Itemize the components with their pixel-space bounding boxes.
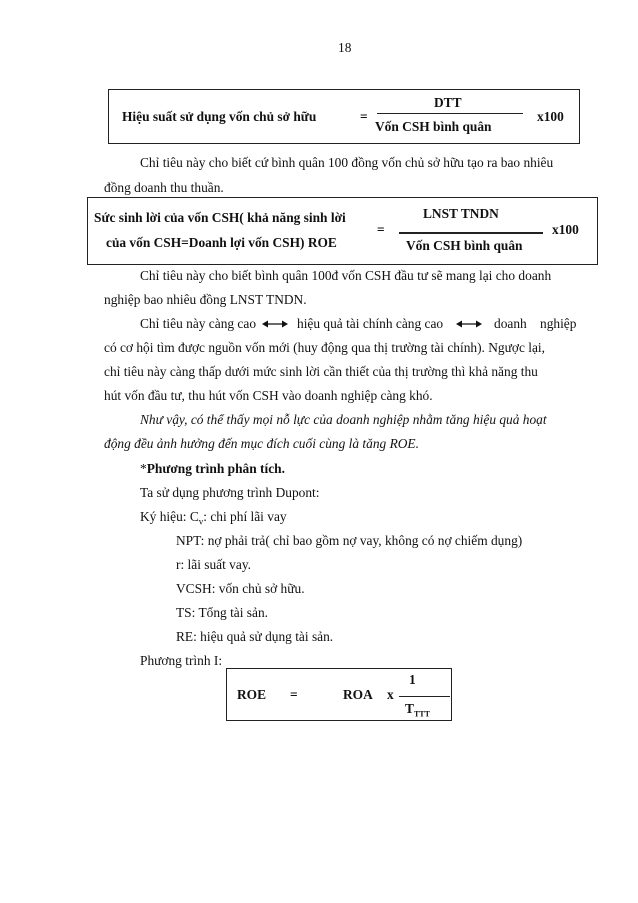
bullet-asterisk: *: [140, 461, 147, 476]
formula3-lhs: ROE: [237, 687, 267, 702]
formula3-denominator-base: T: [405, 701, 414, 716]
notation-item: VCSH: vốn chủ sở hữu.: [176, 581, 305, 596]
formula1-denominator: Vốn CSH bình quân: [375, 119, 492, 134]
para3-line2: có cơ hội tìm được nguồn vốn mới (huy động qua thị trường tài chính). Ngược lại,: [104, 340, 545, 355]
formula1-fraction-bar: [377, 113, 523, 114]
notation-first: [140, 509, 287, 530]
para3-part3: doanh: [494, 316, 527, 331]
formula3-denominator-sub: TTT: [413, 709, 430, 719]
notation-rest: : chi phí lãi vay: [203, 509, 287, 524]
notation-item: RE: hiệu quả sử dụng tài sản.: [176, 629, 334, 644]
formula3-fraction-bar: [399, 696, 450, 697]
formula-box-roe: [87, 197, 598, 265]
formula2-denominator: Vốn CSH bình quân: [406, 238, 523, 253]
formula1-equals: =: [360, 109, 368, 124]
dupont-intro: Ta sử dụng phương trình Dupont:: [140, 485, 320, 500]
formula3-roa: ROA: [343, 687, 373, 702]
para3-part2: hiệu quả tài chính càng cao: [297, 316, 444, 331]
para3-line3: chỉ tiêu này càng thấp dưới mức sinh lời cần thiết của thị trường thì khả năng thu: [104, 364, 538, 379]
notation-sub: v: [198, 516, 204, 527]
page-number: 18: [338, 40, 352, 55]
formula3-times: x: [387, 687, 394, 702]
para1-line1: Chỉ tiêu này cho biết cứ bình quân 100 đồng vốn chủ sở hữu tạo ra bao nhiêu: [140, 155, 554, 170]
formula2-label-line2: của vốn CSH=Doanh lợi vốn CSH) ROE: [106, 235, 337, 250]
formula1-label: Hiệu suất sử dụng vốn chủ sở hữu: [122, 109, 317, 124]
formula1-multiplier: x100: [537, 109, 564, 124]
para3-part4: nghiệp: [540, 316, 577, 331]
heading-text: Phương trình phân tích.: [146, 461, 285, 476]
para3-line4: hút vốn đầu tư, thu hút vốn CSH vào doanh nghiệp càng khó.: [104, 388, 433, 403]
formula2-label-line1: Sức sinh lời của vốn CSH( khả năng sinh lời: [94, 210, 346, 225]
double-arrow-icon: [456, 319, 482, 329]
formula2-fraction-bar: [399, 232, 543, 234]
formula1-numerator: DTT: [434, 95, 462, 110]
formula-box-efficiency: [108, 89, 580, 144]
notation-item: TS: Tổng tài sản.: [176, 605, 268, 620]
formula3-denominator: [405, 701, 430, 723]
para2-line2: nghiệp bao nhiêu đồng LNST TNDN.: [104, 292, 307, 307]
formula2-multiplier: x100: [552, 222, 579, 237]
para1-line2: đồng doanh thu thuần.: [104, 180, 224, 195]
notation-item: r: lãi suất vay.: [176, 557, 251, 572]
para3-part1: Chỉ tiêu này càng cao: [140, 316, 257, 331]
equation-label: Phương trình I:: [140, 653, 223, 668]
notation-label: Ký hiệu: C: [140, 509, 199, 524]
section-heading: [140, 461, 285, 477]
formula-box-dupont: [226, 668, 452, 721]
notation-item: NPT: nợ phải trả( chỉ bao gồm nợ vay, không có nợ chiếm dụng): [176, 533, 523, 548]
formula2-numerator: LNST TNDN: [423, 206, 499, 221]
formula2-equals: =: [377, 222, 385, 237]
formula3-numerator: 1: [409, 672, 416, 687]
para2-line1: Chỉ tiêu này cho biết bình quân 100đ vốn CSH đầu tư sẽ mang lại cho doanh: [140, 268, 552, 283]
para4-line1: Như vậy, có thể thấy mọi nỗ lực của doanh nghiệp nhằm tăng hiệu quả hoạt: [140, 412, 547, 427]
para4-line2: động đều ảnh hưởng đến mục đích cuối cùng là tăng ROE.: [104, 436, 419, 451]
double-arrow-icon: [262, 319, 288, 329]
formula3-equals: =: [290, 687, 298, 702]
